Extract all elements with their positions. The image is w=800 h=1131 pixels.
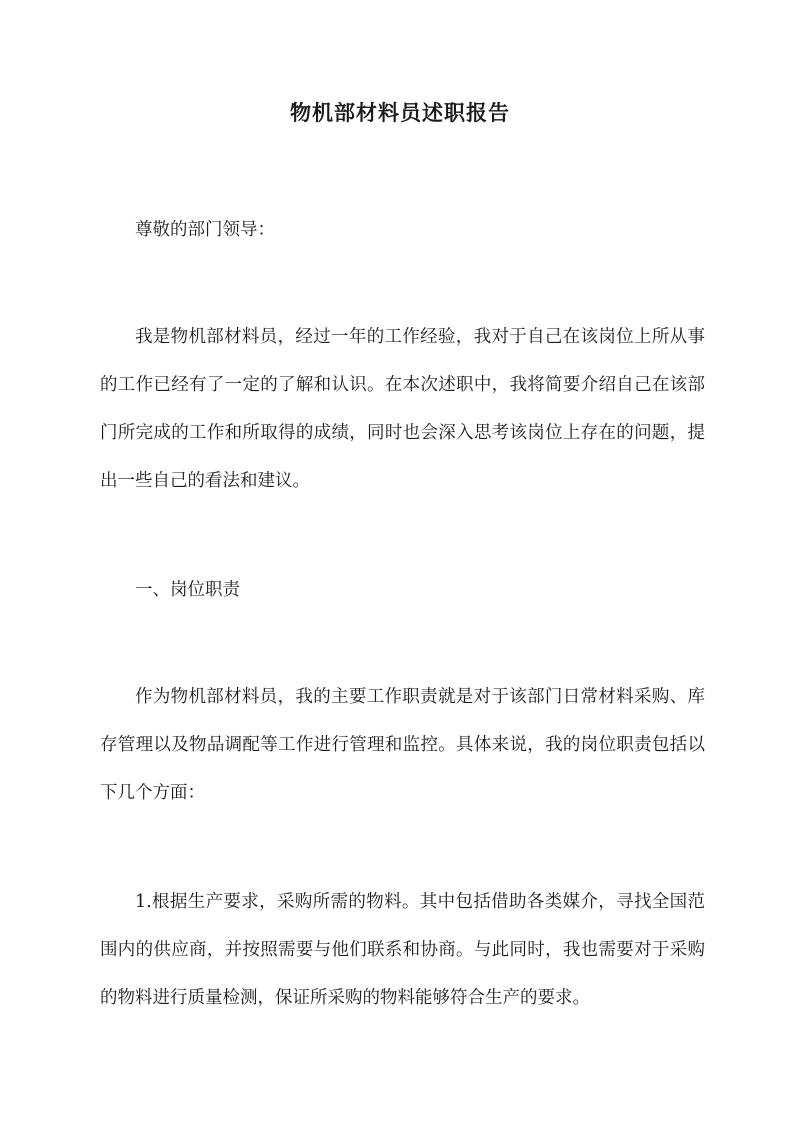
intro-paragraph: 我是物机部材料员，经过一年的工作经验，我对于自己在该岗位上所从事的工作已经有了一定的了解和认识。在本次述职中，我将简要介绍自己在该部门所完成的工作和所取得的成绩，同时也会深入思考该岗位上存在的问题，提出一些自己的看法和建议。 [100, 327, 705, 491]
duties-intro-paragraph: 作为物机部材料员，我的主要工作职责就是对于该部门日常材料采购、库存管理以及物品调配等工作进行管理和监控。具体来说，我的岗位职责包括以下几个方面： [100, 687, 705, 803]
document-title: 物机部材料员述职报告 [290, 100, 510, 125]
salutation: 尊敬的部门领导： [135, 220, 275, 240]
section-heading-duties: 一、岗位职责 [135, 580, 240, 600]
duty-item-1: 1.根据生产要求，采购所需的物料。其中包括借助各类媒介，寻找全国范围内的供应商，并按照需要与他们联系和协商。与此同时，我也需要对于采购的物料进行质量检测，保证所采购的物料能够符合生产的要求。 [100, 892, 705, 1008]
